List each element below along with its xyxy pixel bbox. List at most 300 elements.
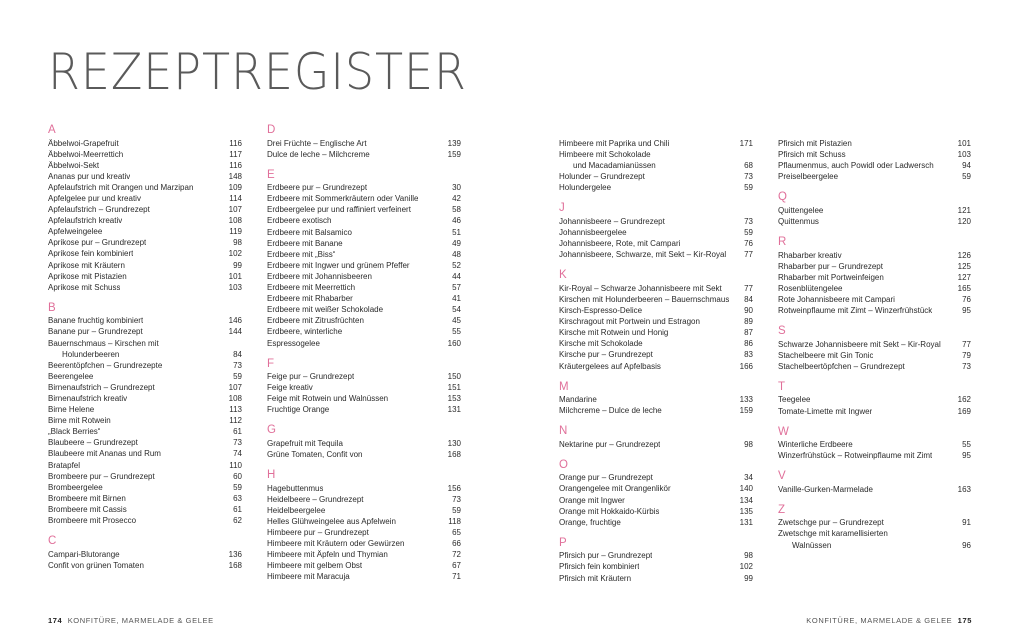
section-letter: W <box>778 425 789 438</box>
entry-page: 58 <box>452 205 461 215</box>
entry-page: 163 <box>957 484 971 494</box>
index-entry <box>267 204 461 215</box>
index-entry <box>267 138 461 149</box>
index-entry <box>778 339 971 350</box>
footer-right-text: KONFITÜRE, MARMELADE & GELEE <box>806 616 953 625</box>
section-letter: P <box>559 536 567 549</box>
footer-right <box>806 616 972 625</box>
entry-name: Birne mit Rotwein <box>48 416 111 426</box>
index-entry <box>559 249 753 260</box>
entry-page: 87 <box>744 328 753 338</box>
index-entry <box>559 550 753 561</box>
entry-name: Winzerfrühstück – Rotweinpflaume mit Zimt <box>778 451 933 461</box>
index-entry <box>267 215 461 226</box>
entry-page: 156 <box>447 483 461 493</box>
entry-page: 59 <box>962 172 971 182</box>
entry-page: 114 <box>229 193 242 203</box>
entry-name: Quittenmus <box>778 216 819 226</box>
entry-name: Apfelaufstrich kreativ <box>48 216 123 226</box>
index-section <box>267 169 461 349</box>
entry-name: Brombeergelee <box>48 482 103 492</box>
entry-name: Himbeere mit Paprika und Chili <box>559 139 670 148</box>
entry-page: 79 <box>962 350 971 360</box>
entry-name: Walnüssen <box>792 540 832 550</box>
entry-name: Rhabarber kreativ <box>778 250 842 260</box>
index-entry <box>559 283 753 294</box>
index-entry <box>559 149 753 160</box>
entry-page: 65 <box>452 528 461 538</box>
index-entry <box>559 506 753 517</box>
entry-name: Kirsche mit Schokolade <box>559 339 643 349</box>
entry-name: Drei Früchte – Englische Art <box>267 138 367 148</box>
index-entry <box>267 505 461 516</box>
index-entry <box>48 226 242 237</box>
entry-page: 102 <box>228 249 242 259</box>
entry-name: Erdbeere mit Zitrusfrüchten <box>267 316 364 326</box>
index-entry <box>559 439 753 450</box>
index-section <box>778 124 971 182</box>
index-entry <box>778 439 971 450</box>
index-entry <box>48 215 242 226</box>
entry-page: 168 <box>447 450 461 460</box>
index-entry <box>48 326 242 337</box>
section-letter: A <box>48 124 56 136</box>
entry-name: Rosenblütengelee <box>778 283 843 293</box>
index-entry <box>267 560 461 571</box>
entry-page: 89 <box>744 317 753 327</box>
entry-name: Schwarze Johannisbeere mit Sekt – Kir-Royal <box>778 339 941 349</box>
index-section <box>778 325 971 372</box>
entry-name: Blaubeere – Grundrezept <box>48 438 138 448</box>
entry-page: 103 <box>957 150 971 160</box>
index-entry <box>559 238 753 249</box>
entry-name: Orange mit Ingwer <box>559 495 625 505</box>
index-section <box>48 124 242 293</box>
entry-page: 160 <box>447 338 461 348</box>
entry-name: Campari-Blutorange <box>48 549 120 559</box>
index-entry <box>48 382 242 393</box>
entry-page: 57 <box>452 283 461 293</box>
entry-name: Orange pur – Grundrezept <box>559 473 653 483</box>
entry-page: 159 <box>447 149 461 159</box>
entry-name: Rhabarber mit Portweinfeigen <box>778 272 884 282</box>
entry-page: 107 <box>228 382 242 392</box>
entry-page: 77 <box>744 250 753 260</box>
entry-name: Mandarine <box>559 395 597 405</box>
entry-name: Kräutergelees auf Apfelbasis <box>559 361 661 371</box>
entry-name: Orange, fruchtige <box>559 517 621 527</box>
entry-page: 73 <box>744 216 753 226</box>
index-entry <box>267 227 461 238</box>
entry-name: Erdbeere mit Meerrettich <box>267 283 356 293</box>
entry-name: Aprikose pur – Grundrezept <box>48 238 147 248</box>
entry-name: Erdbeere pur – Grundrezept <box>267 183 368 193</box>
entry-name: Fruchtige Orange <box>267 405 330 415</box>
index-entry <box>267 571 461 582</box>
entry-page: 144 <box>228 327 242 337</box>
entry-name: Kirschragout mit Portwein und Estragon <box>559 317 700 327</box>
index-entry <box>267 182 461 193</box>
entry-page: 120 <box>957 216 971 226</box>
index-section <box>559 459 753 528</box>
index-entry <box>559 495 753 506</box>
entry-page: 103 <box>228 282 242 292</box>
entry-page: 112 <box>229 416 242 426</box>
index-entry <box>48 437 242 448</box>
entry-page: 77 <box>962 339 971 349</box>
entry-page: 146 <box>228 316 242 326</box>
index-entry <box>778 484 971 495</box>
index-section <box>267 358 461 416</box>
entry-page: 95 <box>962 451 971 461</box>
index-entry <box>48 482 242 493</box>
index-entry <box>48 160 242 171</box>
entry-name: Apfelaufstrich – Grundrezept <box>48 205 150 215</box>
entry-page: 101 <box>957 139 971 148</box>
entry-name: Orange mit Hokkaido-Kürbis <box>559 506 660 516</box>
index-entry <box>48 560 242 571</box>
index-entry <box>559 227 753 238</box>
entry-name: Aprikose mit Schuss <box>48 282 121 292</box>
entry-name: Espressogelee <box>267 338 320 348</box>
section-letter: O <box>559 458 568 471</box>
index-entry <box>267 260 461 271</box>
index-entry <box>778 294 971 305</box>
index-entry <box>267 271 461 282</box>
section-letter: N <box>559 425 568 438</box>
index-entry <box>778 171 971 182</box>
entry-name: Teegelee <box>778 395 811 405</box>
entry-page: 133 <box>739 395 753 405</box>
index-entry <box>48 282 242 293</box>
index-entry <box>778 216 971 227</box>
entry-name: Äbbelwoi-Meerrettich <box>48 149 124 159</box>
index-entry <box>267 538 461 549</box>
entry-page: 59 <box>744 228 753 238</box>
entry-name: Tomate-Limette mit Ingwer <box>778 406 873 416</box>
entry-page: 98 <box>744 439 753 449</box>
index-entry <box>559 472 753 483</box>
index-entry <box>267 315 461 326</box>
index-section <box>559 537 753 584</box>
index-entry <box>267 527 461 538</box>
entry-page: 48 <box>452 249 461 259</box>
index-entry <box>48 204 242 215</box>
entry-page: 67 <box>452 561 461 571</box>
entry-name: Äbbelwoi-Grapefruit <box>48 138 119 148</box>
entry-page: 62 <box>233 516 242 525</box>
index-section <box>778 426 971 462</box>
entry-page: 153 <box>447 394 461 404</box>
index-entry <box>559 517 753 528</box>
entry-page: 148 <box>228 171 242 181</box>
entry-page: 125 <box>957 261 971 271</box>
entry-name: Ananas pur und kreativ <box>48 171 131 181</box>
entry-name: Kirsche pur – Grundrezept <box>559 350 653 360</box>
index-entry <box>778 450 971 461</box>
entry-page: 101 <box>228 271 242 281</box>
index-section <box>559 202 753 260</box>
section-letter: J <box>559 202 565 215</box>
entry-name: Holunderbeeren <box>62 349 120 359</box>
entry-name: Brombeere pur – Grundrezept <box>48 471 155 481</box>
section-letter: G <box>267 424 276 437</box>
index-entry <box>559 171 753 182</box>
entry-name: Himbeere mit Schokolade <box>559 150 651 160</box>
entry-name: Winterliche Erdbeere <box>778 440 853 450</box>
index-section <box>778 470 971 495</box>
entry-name: Erdbeere mit Banane <box>267 238 343 248</box>
entry-page: 63 <box>233 493 242 503</box>
entry-name: Erdbeere mit Balsamico <box>267 227 352 237</box>
index-entry <box>778 250 971 261</box>
entry-page: 126 <box>957 250 971 260</box>
entry-page: 121 <box>957 205 971 215</box>
index-section <box>267 469 461 582</box>
entry-page: 90 <box>744 306 753 316</box>
index-entry <box>48 471 242 482</box>
index-entry <box>267 149 461 160</box>
entry-name: Birne Helene <box>48 405 95 415</box>
entry-name: Blaubeere mit Ananas und Rum <box>48 449 161 459</box>
entry-page: 131 <box>739 517 753 527</box>
entry-page: 55 <box>962 440 971 450</box>
index-entry <box>48 149 242 160</box>
entry-name: „Black Berries“ <box>48 427 101 437</box>
index-entry <box>267 249 461 260</box>
entry-page: 113 <box>229 405 242 415</box>
entry-page: 54 <box>452 305 461 315</box>
entry-page: 59 <box>744 183 753 193</box>
index-entry <box>48 248 242 259</box>
entry-page: 166 <box>739 361 753 371</box>
entry-page: 83 <box>744 350 753 360</box>
entry-name: Himbeere mit Maracuja <box>267 572 350 582</box>
entry-name: Milchcreme – Dulce de leche <box>559 406 662 416</box>
entry-page: 108 <box>228 393 242 403</box>
entry-name: Rhabarber pur – Grundrezept <box>778 261 883 271</box>
entry-name: Birnenaufstrich – Grundrezept <box>48 382 155 392</box>
entry-name: Erdbeergelee pur und raffiniert verfeinert <box>267 205 411 215</box>
entry-page: 139 <box>447 138 461 148</box>
entry-page: 41 <box>452 294 461 304</box>
index-entry <box>559 573 753 584</box>
entry-name: Pfirsich mit Schuss <box>778 150 846 160</box>
section-letter: C <box>48 535 57 548</box>
entry-page: 135 <box>739 506 753 516</box>
index-entry <box>778 283 971 294</box>
entry-page: 73 <box>452 494 461 504</box>
entry-page: 51 <box>452 227 461 237</box>
entry-name: Bratapfel <box>48 460 81 470</box>
index-entry <box>778 361 971 372</box>
entry-name: Aprikose mit Kräutern <box>48 260 125 270</box>
entry-page: 60 <box>233 471 242 481</box>
index-entry <box>267 326 461 337</box>
index-entry <box>48 271 242 282</box>
entry-name: Aprikose fein kombiniert <box>48 249 134 259</box>
entry-page: 127 <box>957 272 971 282</box>
entry-page: 30 <box>452 183 461 193</box>
section-letter: F <box>267 357 275 370</box>
entry-name: Beerentöpfchen – Grundrezepte <box>48 360 163 370</box>
entry-name: Johannisbeere, Schwarze, mit Sekt – Kir-Royal <box>559 250 727 260</box>
entry-name: Brombeere mit Birnen <box>48 493 126 503</box>
index-entry <box>48 504 242 515</box>
section-letter: Q <box>778 191 787 204</box>
entry-page: 168 <box>228 560 242 570</box>
entry-page: 49 <box>452 238 461 248</box>
entry-page: 59 <box>452 505 461 515</box>
entry-name: Bauernschmaus – Kirschen mit <box>48 338 159 348</box>
entry-page: 99 <box>744 573 753 583</box>
section-letter: R <box>778 236 787 249</box>
entry-page: 68 <box>744 161 753 171</box>
entry-name: Grapefruit mit Tequila <box>267 438 343 448</box>
entry-page: 99 <box>233 260 242 270</box>
entry-page: 71 <box>452 572 461 582</box>
index-entry <box>267 293 461 304</box>
entry-page: 46 <box>452 216 461 226</box>
index-entry <box>559 305 753 316</box>
index-entry <box>778 205 971 216</box>
index-entry <box>48 315 242 326</box>
index-section <box>778 504 971 551</box>
entry-page: 140 <box>739 484 753 494</box>
index-entry <box>559 349 753 360</box>
entry-name: Feige mit Rotwein und Walnüssen <box>267 394 389 404</box>
index-entry <box>267 238 461 249</box>
entry-name: Vanille-Gurken-Marmelade <box>778 484 873 494</box>
index-entry <box>559 182 753 193</box>
index-entry <box>48 393 242 404</box>
entry-page: 107 <box>228 205 242 215</box>
entry-name: Apfelgelee pur und kreativ <box>48 193 141 203</box>
entry-page: 162 <box>957 395 971 405</box>
index-entry <box>559 160 753 171</box>
index-column-3 <box>559 124 753 584</box>
entry-page: 66 <box>452 539 461 549</box>
entry-name: Johannisbeergelee <box>559 228 627 238</box>
index-section <box>48 535 242 571</box>
entry-name: Beerengelee <box>48 371 94 381</box>
entry-name: Banane fruchtig kombiniert <box>48 316 144 326</box>
index-entry <box>267 193 461 204</box>
entry-name: Heidelbeere – Grundrezept <box>267 494 364 504</box>
index-entry <box>267 393 461 404</box>
entry-name: Erdbeere mit Rhabarber <box>267 294 353 304</box>
entry-page: 130 <box>447 438 461 448</box>
entry-name: Pfirsich mit Kräutern <box>559 573 632 583</box>
index-entry <box>48 237 242 248</box>
index-entry <box>559 316 753 327</box>
entry-page: 94 <box>962 161 971 171</box>
entry-name: Rote Johannisbeere mit Campari <box>778 294 895 304</box>
entry-page: 151 <box>447 383 461 393</box>
index-entry <box>267 549 461 560</box>
entry-name: Quittengelee <box>778 205 824 215</box>
index-section <box>267 424 461 460</box>
index-section <box>559 381 753 417</box>
index-entry <box>559 561 753 572</box>
index-entry <box>48 193 242 204</box>
index-entry <box>778 406 971 417</box>
entry-name: Erdbeere mit „Biss“ <box>267 249 336 259</box>
entry-page: 86 <box>744 339 753 349</box>
index-entry <box>267 338 461 349</box>
index-section <box>559 269 753 371</box>
section-letter: T <box>778 380 786 393</box>
entry-page: 73 <box>962 361 971 371</box>
entry-name: Apfelweingelee <box>48 227 103 237</box>
page-title: REZEPTREGISTER <box>48 43 467 101</box>
index-entry <box>267 371 461 382</box>
entry-page: 131 <box>447 405 461 415</box>
entry-name: Pfirsich fein kombiniert <box>559 562 640 572</box>
entry-name: Pfirsich pur – Grundrezept <box>559 551 653 561</box>
entry-page: 134 <box>739 495 753 505</box>
entry-name: Pflaumenmus, auch Powidl oder Ladwersch <box>778 161 934 171</box>
section-letter: S <box>778 325 786 338</box>
index-entry <box>48 338 242 349</box>
section-letter: H <box>267 469 276 482</box>
entry-page: 98 <box>233 238 242 248</box>
index-entry <box>48 448 242 459</box>
index-entry <box>48 371 242 382</box>
entry-name: und Macadamianüssen <box>573 161 656 171</box>
index-entry <box>267 304 461 315</box>
index-entry <box>559 338 753 349</box>
entry-name: Pfirsich mit Pistazien <box>778 139 852 148</box>
entry-name: Dulce de leche – Milchcreme <box>267 149 370 159</box>
entry-page: 45 <box>452 316 461 326</box>
entry-page: 72 <box>452 550 461 560</box>
entry-name: Nektarine pur – Grundrezept <box>559 439 661 449</box>
index-entry <box>778 528 971 539</box>
index-entry <box>48 349 242 360</box>
index-section <box>778 236 971 316</box>
entry-page: 84 <box>233 349 242 359</box>
index-entry <box>778 305 971 316</box>
entry-name: Kirsch-Espresso-Delice <box>559 306 643 316</box>
index-entry <box>48 182 242 193</box>
entry-page: 118 <box>448 516 461 526</box>
entry-name: Himbeere mit Äpfeln und Thymian <box>267 550 388 560</box>
index-entry <box>778 540 971 551</box>
index-section <box>778 191 971 227</box>
index-entry <box>559 138 753 149</box>
entry-page: 119 <box>229 227 242 237</box>
entry-name: Äbbelwoi-Sekt <box>48 160 100 170</box>
index-section <box>559 124 753 193</box>
entry-page: 96 <box>962 540 971 550</box>
entry-name: Holundergelee <box>559 183 612 193</box>
index-entry <box>48 415 242 426</box>
entry-page: 76 <box>962 294 971 304</box>
index-entry <box>778 160 971 171</box>
entry-name: Birnenaufstrich kreativ <box>48 393 128 403</box>
entry-page: 169 <box>957 406 971 416</box>
index-entry <box>559 216 753 227</box>
entry-name: Himbeere mit gelbem Obst <box>267 561 363 571</box>
entry-name: Himbeere mit Kräutern oder Gewürzen <box>267 539 405 549</box>
entry-name: Erdbeere mit Johannisbeeren <box>267 271 372 281</box>
entry-page: 136 <box>228 549 242 559</box>
index-entry <box>48 426 242 437</box>
index-column-2 <box>267 124 461 583</box>
entry-name: Kirschen mit Holunderbeeren – Bauernschmaus <box>559 294 730 304</box>
entry-page: 73 <box>744 172 753 182</box>
